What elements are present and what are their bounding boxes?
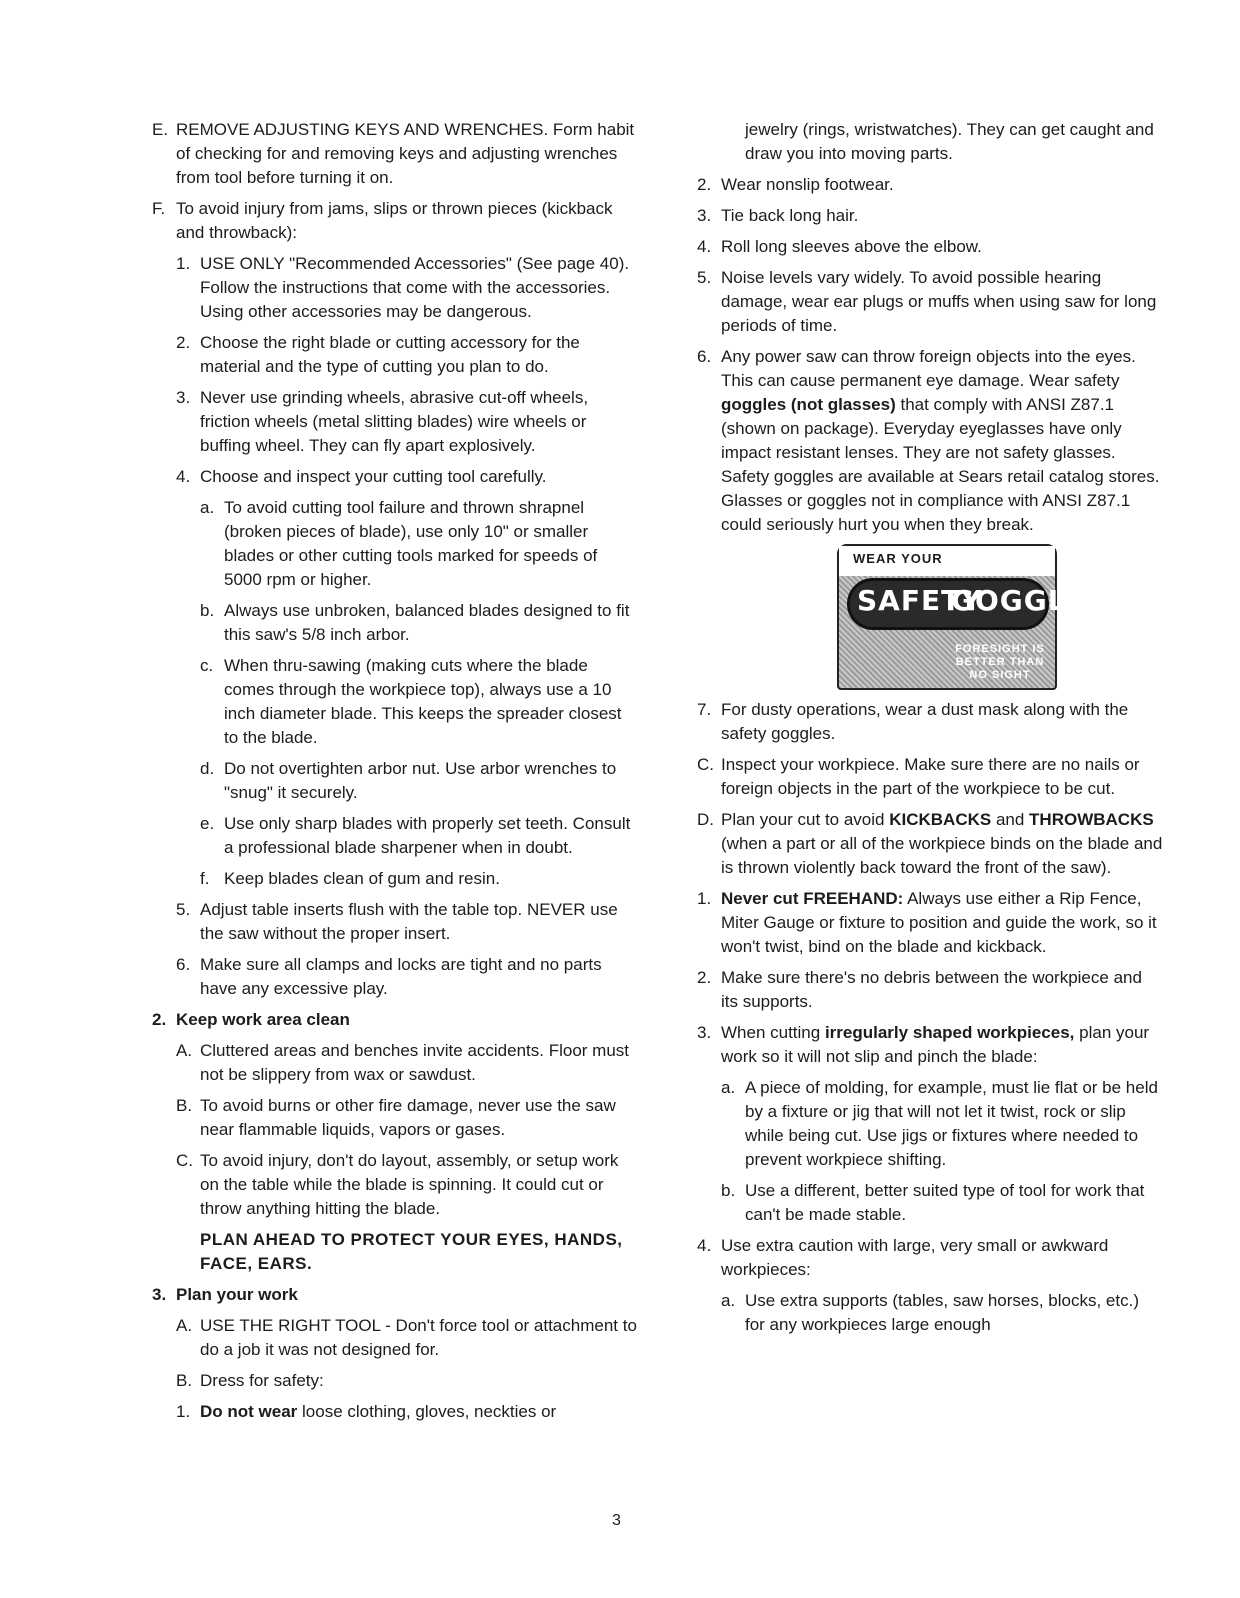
item-r7: 7. For dusty operations, wear a dust mask along with the safety goggles. [697, 700, 1129, 743]
item-rd3b: b. Use a different, better suited type of tool for work that can't be made stable. [721, 1181, 1145, 1224]
item-f5: 5. Adjust table inserts flush with the table top. NEVER use the saw without the proper insert. [176, 900, 618, 943]
item-f4b: b. Always use unbroken, balanced blades designed to fit this saw's 5/8 inch arbor. [200, 601, 630, 644]
item-e: E. REMOVE ADJUSTING KEYS AND WRENCHES. Form habit of checking for and removing keys and adjusting wrenches from tool before turning it on. [152, 120, 635, 187]
right-column [697, 118, 1163, 1344]
item-rd2: 2. Make sure there's no debris between the workpiece and its supports. [697, 968, 1142, 1011]
item-f4d: d. Do not overtighten arbor nut. Use arbor wrenches to "snug" it securely. [200, 759, 617, 802]
item-f3: 3. Never use grinding wheels, abrasive cut-off wheels, friction wheels (metal slitting blades) wire wheels or buffing wheel. They can fly apart explosively. [176, 388, 589, 455]
item-f4a: a. To avoid cutting tool failure and thrown shrapnel (broken pieces of blade), use only 10" or smaller blades or other cutting tools marked for speeds of 5000 rpm or higher. [200, 498, 598, 589]
item-f4e: e. Use only sharp blades with properly set teeth. Consult a professional blade sharpener when in doubt. [200, 814, 631, 857]
section-2-heading: 2. Keep work area clean [152, 1010, 350, 1029]
item-rd1: 1. Never cut FREEHAND: Always use either a Rip Fence, Miter Gauge or fixture to position and guide the work, so it won't twist, bind on the blade and kickback. [697, 889, 1157, 956]
item-3b1: 1. Do not wear loose clothing, gloves, neckties or [176, 1402, 557, 1421]
item-rd4a: a. Use extra supports (tables, saw horses, blocks, etc.) for any workpieces large enough [721, 1291, 1139, 1334]
item-f2: 2. Choose the right blade or cutting accessory for the material and the type of cutting you plan to do. [176, 333, 580, 376]
safety-word: SAFETY [857, 584, 983, 617]
item-r6: 6. Any power saw can throw foreign objects into the eyes. This can cause permanent eye damage. Wear safety goggles (not glasses) that comply with ANSI Z87.1 (shown on package). Everyday eyeglasses have only impact resistant lenses. They are not safety glasses. Safety goggles are available at Sears retail catalog stores. Glasses or goggles not in compliance with ANSI Z87.1 could seriously hurt you when they break. [697, 347, 1160, 534]
item-rc: C. Inspect your workpiece. Make sure there are no nails or foreign objects in the part of the workpiece to be cut. [697, 755, 1140, 798]
item-rd4: 4. Use extra caution with large, very small or awkward workpieces: [697, 1236, 1109, 1279]
item-f6: 6. Make sure all clamps and locks are tight and no parts have any excessive play. [176, 955, 602, 998]
item-rd3a: a. A piece of molding, for example, must lie flat or be held by a fixture or jig that will not let it twist, rock or slip while being cut. Use jigs or fixtures where needed to prevent workpiece shifting. [721, 1078, 1158, 1169]
item-f1: 1. USE ONLY "Recommended Accessories" (See page 40). Follow the instructions that come with the accessories. Using other accessories may be dangerous. [176, 254, 630, 321]
item-2a: A. Cluttered areas and benches invite accidents. Floor must not be slippery from wax or sawdust. [176, 1041, 630, 1084]
section-3-heading: 3. Plan your work [152, 1285, 298, 1304]
page-number: 3 [612, 1512, 621, 1529]
item-f: F. To avoid injury from jams, slips or thrown pieces (kickback and throwback): [152, 199, 613, 242]
left-column [152, 118, 637, 1431]
wear-your-label: WEAR YOUR [839, 546, 1055, 576]
item-2c: C. To avoid injury, don't do layout, assembly, or setup work on the table while the blade is spinning. It could cut or throw anything hitting the blade. [176, 1151, 619, 1218]
item-r2: 2. Wear nonslip footwear. [697, 175, 894, 194]
plan-ahead-heading: PLAN AHEAD TO PROTECT YOUR EYES, HANDS, FACE, EARS. [200, 1230, 623, 1273]
continued-text: jewelry (rings, wristwatches). They can get caught and draw you into moving parts. [745, 120, 1154, 163]
item-2b: B. To avoid burns or other fire damage, never use the saw near flammable liquids, vapors or gases. [176, 1096, 616, 1139]
goggles-motto: FORESIGHT IS BETTER THAN NO SIGHT [955, 643, 1045, 681]
item-r5: 5. Noise levels vary widely. To avoid possible hearing damage, wear ear plugs or muffs when using saw for long periods of time. [697, 268, 1157, 335]
item-f4: 4. Choose and inspect your cutting tool carefully. [176, 467, 547, 486]
item-rd3: 3. When cutting irregularly shaped workpieces, plan your work so it will not slip and pinch the blade: [697, 1023, 1150, 1066]
item-3a: A. USE THE RIGHT TOOL - Don't force tool or attachment to do a job it was not designed for. [176, 1316, 637, 1359]
item-r4: 4. Roll long sleeves above the elbow. [697, 237, 982, 256]
item-f4f: f. Keep blades clean of gum and resin. [200, 869, 500, 888]
item-3b: B. Dress for safety: [176, 1371, 324, 1390]
goggles-word: GOGGLES [951, 584, 1108, 617]
item-rd: D. Plan your cut to avoid KICKBACKS and THROWBACKS (when a part or all of the workpiece binds on the blade and is thrown violently back toward the front of the saw). [697, 810, 1163, 877]
item-r3: 3. Tie back long hair. [697, 206, 859, 225]
item-f4c: c. When thru-sawing (making cuts where the blade comes through the workpiece top), always use a 10 inch diameter blade. This keeps the spreader closest to the blade. [200, 656, 622, 747]
safety-goggles-logo [837, 544, 1108, 690]
